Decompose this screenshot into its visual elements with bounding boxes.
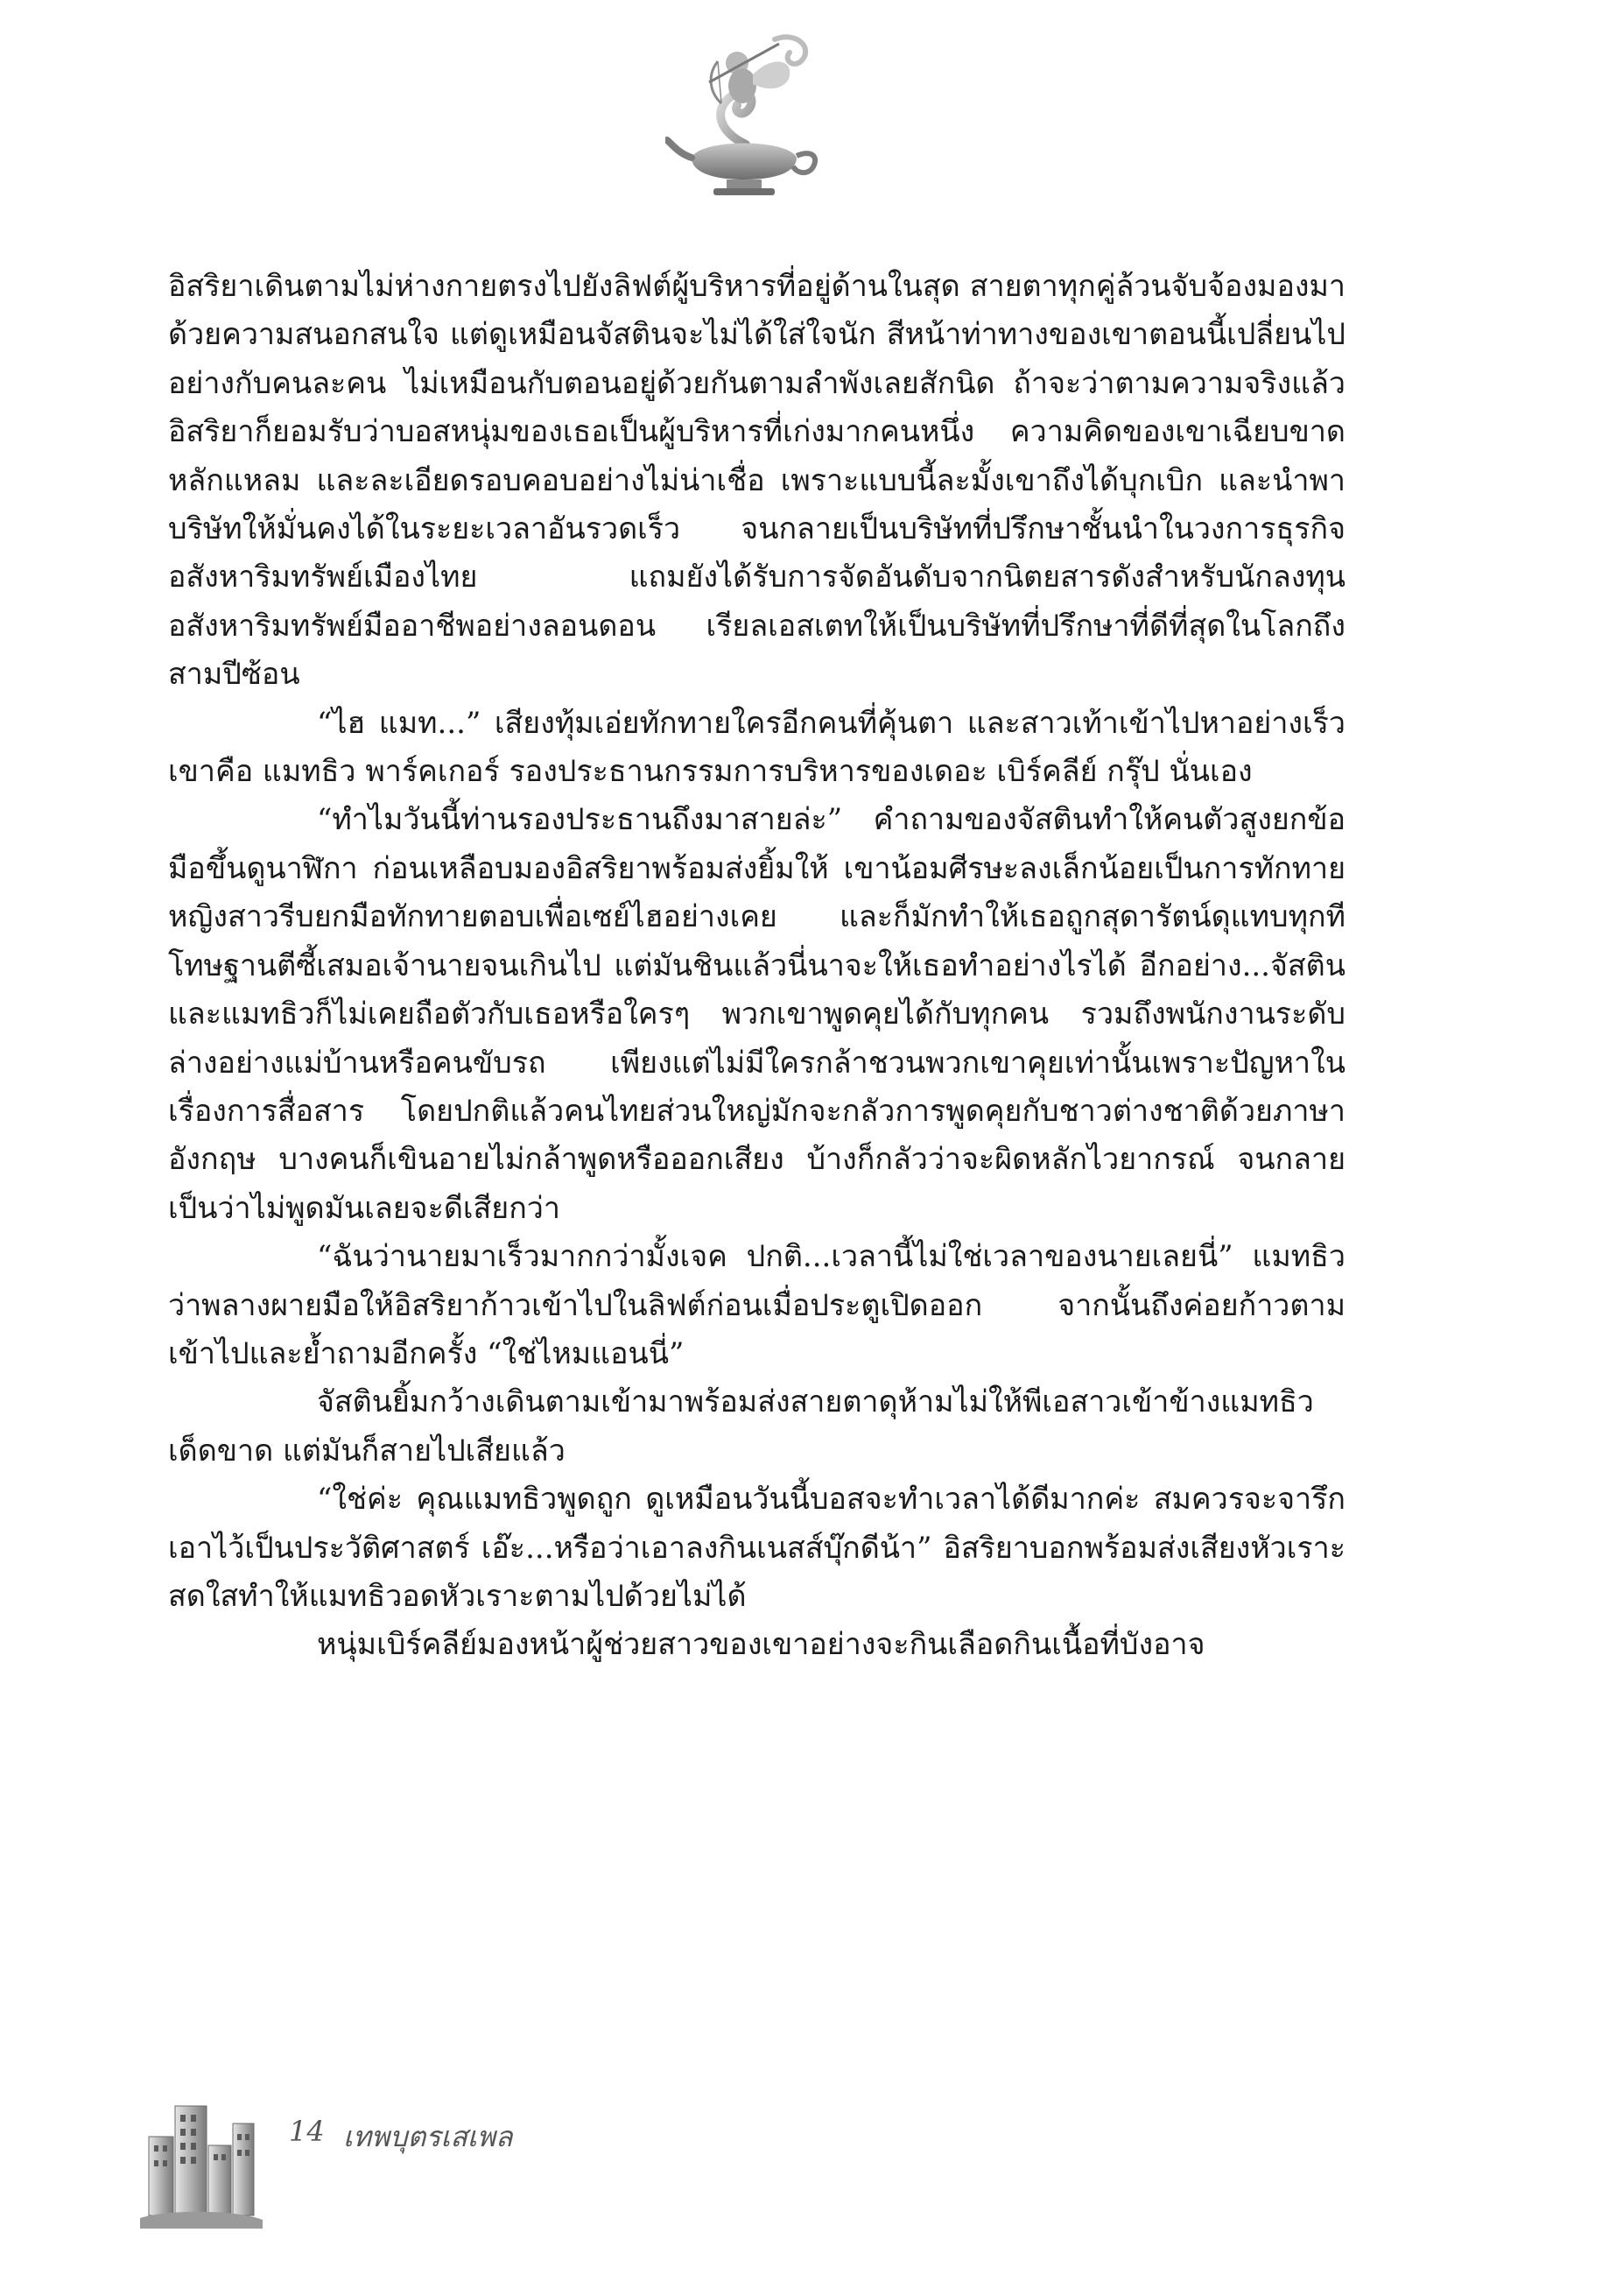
paragraph-7: หนุ่มเบิร์คลีย์มองหน้าผู้ช่วยสาวของเขาอย่างจะกินเลือดกินเนื้อที่บังอาจ: [317, 1627, 1205, 1663]
paragraph-4: “ฉันว่านายมาเร็วมากกว่ามั้งเจค ปกติ...เวลานี้ไม่ใช่เวลาของนายเลยนี่” แมทธิวว่าพลางผายมือให้อิสริยาก้าวเข้าไปในลิฟต์ก่อนเมื่อประตูเปิดออก จากนั้นถึงค่อยก้าวตามเข้าไปและย้ำถามอีกครั้ง “ใช่ไหมแอนนี่”: [168, 1239, 1345, 1371]
paragraph-5: จัสตินยิ้มกว้างเดินตามเข้ามาพร้อมส่งสายตาดุห้ามไม่ให้พีเอสาวเข้าข้างแมทธิวเด็ดขาด แต่มันก็สายไปเสียแล้ว: [168, 1384, 1314, 1468]
book-title: เทพบุตรเสเพล: [343, 2120, 513, 2153]
chapter-body: [168, 263, 1345, 1670]
paragraph-6: “ใช่ค่ะ คุณแมทธิวพูดถูก ดูเหมือนวันนี้บอสจะทำเวลาได้ดีมากค่ะ สมควรจะจารึกเอาไว้เป็นประวัติศาสตร์ เอ๊ะ...หรือว่าเอาลงกินเนสส์บุ๊กดีน้า” อิสริยาบอกพร้อมส่งเสียงหัวเราะสดใสทำให้แมทธิวอดหัวเราะตามไปด้วยไม่ได้: [168, 1482, 1345, 1614]
paragraph-3: “ทำไมวันนี้ท่านรองประธานถึงมาสายล่ะ” คำถามของจัสตินทำให้คนตัวสูงยกข้อมือขึ้นดูนาฬิกา ก่อนเหลือบมองอิสริยาพร้อมส่งยิ้มให้ เขาน้อมศีรษะลงเล็กน้อยเป็นการทักทาย หญิงสาวรีบยกมือทักทายตอบเพื่อเซย์ไฮอย่างเคย และก็มักทำให้เธอถูกสุดารัตน์ดุแทบทุกที โทษฐานตีซี้เสมอเจ้านายจนเกินไป แต่มันชินแล้วนี่นาจะให้เธอทำอย่างไรได้ อีกอย่าง...จัสตินและแมทธิวก็ไม่เคยถือตัวกับเธอหรือใครๆ พวกเขาพูดคุยได้กับทุกคน รวมถึงพนักงานระดับล่างอย่างแม่บ้านหรือคนขับรถ เพียงแต่ไม่มีใครกล้าชวนพวกเขาคุยเท่านั้นเพราะปัญหาในเรื่องการสื่อสาร โดยปกติแล้วคนไทยส่วนใหญ่มักจะกลัวการพูดคุยกับชาวต่างชาติด้วยภาษาอังกฤษ บางคนก็เขินอายไม่กล้าพูดหรือออกเสียง บ้างก็กลัวว่าจะผิดหลักไวยากรณ์ จนกลายเป็นว่าไม่พูดมันเลยจะดีเสียกว่า: [168, 802, 1345, 1226]
page-footer: [140, 2097, 665, 2229]
paragraph-2: “ไฮ แมท...” เสียงทุ้มเอ่ยทักทายใครอีกคนที่คุ้นตา และสาวเท้าเข้าไปหาอย่างเร็ว เขาคือ แมทธิว พาร์คเกอร์ รองประธานกรรมการบริหารของเดอะ เบิร์คลีย์ กรุ๊ป นั่นเอง: [168, 705, 1345, 790]
city-buildings-icon: [140, 2097, 263, 2229]
cupid-lamp-emblem-icon: [665, 26, 823, 201]
page-number: 14: [289, 2115, 325, 2148]
paragraph-1: อิสริยาเดินตามไม่ห่างกายตรงไปยังลิฟต์ผู้บริหารที่อยู่ด้านในสุด สายตาทุกคู่ล้วนจับจ้องมองมาด้วยความสนอกสนใจ แต่ดูเหมือนจัสตินจะไม่ได้ใส่ใจนัก สีหน้าท่าทางของเขาตอนนี้เปลี่ยนไปอย่างกับคนละคน ไม่เหมือนกับตอนอยู่ด้วยกันตามลำพังเลยสักนิด ถ้าจะว่าตามความจริงแล้ว อิสริยาก็ยอมรับว่าบอสหนุ่มของเธอเป็นผู้บริหารที่เก่งมากคนหนึ่ง ความคิดของเขาเฉียบขาด หลักแหลม และละเอียดรอบคอบอย่างไม่น่าเชื่อ เพราะแบบนี้ละมั้งเขาถึงได้บุกเบิก และนำพาบริษัทให้มั่นคงได้ในระยะเวลาอันรวดเร็ว จนกลายเป็นบริษัทที่ปรึกษาชั้นนำในวงการธุรกิจอสังหาริมทรัพย์เมืองไทย แถมยังได้รับการจัดอันดับจากนิตยสารดังสำหรับนักลงทุนอสังหาริมทรัพย์มืออาชีพอย่างลอนดอน เรียลเอสเตทให้เป็นบริษัทที่ปรึกษาที่ดีที่สุดในโลกถึงสามปีซ้อน: [168, 269, 1345, 693]
